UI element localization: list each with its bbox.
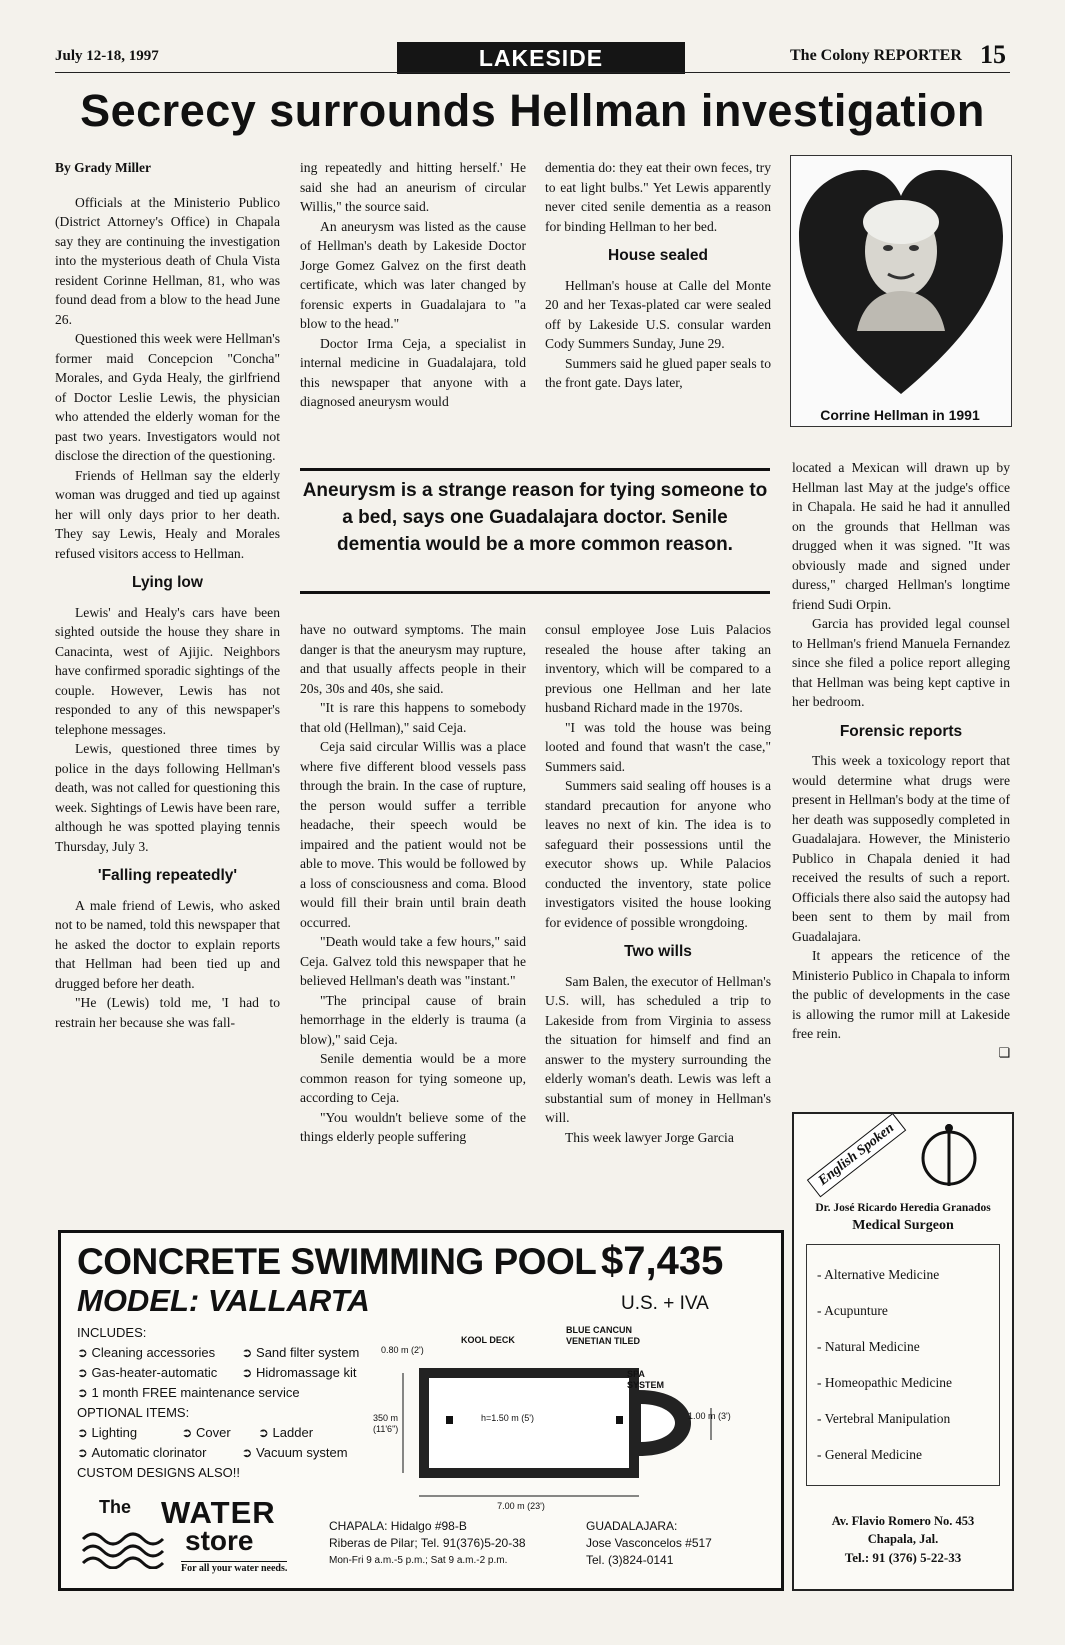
- article-column-3-bottom: [545, 620, 771, 1147]
- diagram-spa-depth: 1.00 m (3'): [688, 1411, 731, 1421]
- caduceus-icon: [914, 1120, 984, 1190]
- water-store-logo: [81, 1495, 321, 1580]
- includes-label: INCLUDES:: [77, 1325, 147, 1340]
- paragraph: consul employee Jose Luis Palacios resealed the house after taking an inventory, which will be compared to a previous one Hellman and her late husband Richard made in the 1970s.: [545, 622, 771, 715]
- photo-caption: Corrine Hellman in 1991: [820, 407, 980, 423]
- paragraph: Sam Balen, the executor of Hellman's U.S. will, has scheduled a trip to Lakeside from from Virginia to assess the situation for himself and find an answer to the mystery surrounding the elderly woman's death. Lewis was left a substantial sum of money in Hellman's will.: [545, 973, 771, 1125]
- paragraph: located a Mexican will drawn up by Hellman last May at the judge's office in Chapala. He said he had it annulled on the grounds that Hellman was drugged when it was signed. "It was obviously made and signed under duress," charged Hellman's longtime friend Sudi Orpin.: [792, 460, 1010, 612]
- chapala-address: CHAPALA: Hidalgo #98-B: [329, 1519, 467, 1533]
- include-item: Cleaning accessories: [91, 1345, 216, 1360]
- paragraph: ing repeatedly and hitting herself.' He said she had an aneurism of circular Willis," the source said.: [300, 160, 526, 214]
- paragraph: This week lawyer Jorge Garcia: [565, 1129, 734, 1145]
- pool-marker: [616, 1416, 623, 1424]
- optional-item: Lighting: [91, 1425, 138, 1440]
- subhead-two-wills: Two wills: [624, 943, 692, 960]
- includes-row: [77, 1343, 407, 1363]
- paragraph: "I was told the house was being looted and found that wasn't the case," Summers said.: [545, 719, 771, 774]
- logo-store: store: [185, 1525, 254, 1556]
- includes-row: [77, 1363, 407, 1383]
- heart-portrait: [791, 156, 1011, 404]
- guadalajara-contact: [586, 1518, 712, 1569]
- doctor-phone: Tel.: 91 (376) 5-22-33: [844, 1550, 962, 1565]
- headline: Secrecy surrounds Hellman investigation: [80, 85, 985, 136]
- pool-water: [429, 1378, 629, 1468]
- arrow-icon: ➲: [181, 1425, 197, 1440]
- paragraph: "He (Lewis) told me, 'I had to restrain her because she was fall-: [55, 995, 280, 1030]
- paragraph: "The principal cause of brain hemorrhage in the elderly is trauma (a blow)," said Ceja.: [300, 992, 526, 1047]
- diagram-spa: SPA SYSTEM: [627, 1369, 665, 1390]
- english-spoken-badge: English Spoken: [807, 1113, 907, 1198]
- pull-quote-text: Aneurysm is a strange reason for tying someone to a bed, says one Guadalajara doctor. Senile dementia would be a more common reason.: [302, 480, 768, 555]
- article-column-4: [792, 458, 1010, 1063]
- optional-item: Automatic clorinator: [91, 1445, 207, 1460]
- paragraph: Friends of Hellman say the elderly woman was drugged and tied up against her will only days prior to her death. They say Lewis, Healy and Morales refused visitors access to Hellman.: [55, 467, 280, 561]
- chapala-phone: Riberas de Pilar; Tel. 91(376)5-20-38: [329, 1536, 526, 1550]
- paragraph: Lewis' and Healy's cars have been sighted outside the house they share in Canacinta, west of Ajijic. Neighbors have confirmed sporadic sightings of the couple. However, Lewis has not responded to any of this newspaper's telephone messages.: [55, 604, 280, 737]
- logo-the: The: [99, 1497, 132, 1517]
- paragraph: "You wouldn't believe some of the things elderly people suffering: [300, 1109, 526, 1144]
- arrow-icon: ➲: [241, 1345, 257, 1360]
- optional-item: Vacuum system: [256, 1445, 348, 1460]
- pool-marker: [446, 1416, 453, 1424]
- subhead-lying-low: Lying low: [132, 574, 203, 591]
- includes-row: [77, 1383, 407, 1403]
- issue-date: July 12-18, 1997: [55, 48, 159, 64]
- paragraph: It appears the reticence of the Ministerio Publico in Chapala to inform the public of developments in the case is allowing the rumor mill at Lakeside free rein.: [792, 948, 1010, 1041]
- doctor-city: Chapala, Jal.: [867, 1532, 939, 1546]
- subhead-forensic-reports: Forensic reports: [839, 722, 963, 740]
- include-item: Sand filter system: [256, 1345, 360, 1360]
- article-column-2-bottom: [300, 620, 526, 1147]
- page-number: 15: [980, 40, 1006, 69]
- arrow-icon: ➲: [77, 1425, 92, 1440]
- doctor-title: Medical Surgeon: [852, 1218, 954, 1233]
- portrait-eye: [909, 245, 919, 251]
- diagram-depth: h=1.50 m (5'): [481, 1413, 534, 1423]
- paper-name: The Colony REPORTER: [790, 47, 962, 64]
- arrow-icon: ➲: [241, 1445, 257, 1460]
- paragraph: An aneurysm was listed as the cause of Hellman's death by Lakeside Doctor Jorge Gomez Galvez on the first death certificate, which was later changed by forensic experts in Guadalajara to "a blow to the head.": [300, 218, 526, 331]
- paragraph: Doctor Irma Ceja, a specialist in internal medicine in Guadalajara, told this newspaper that anyone with a diagnosed aneurysm would: [300, 335, 526, 409]
- service-natural: - Natural Medicine: [817, 1339, 920, 1354]
- paragraph: A male friend of Lewis, who asked not to be named, told this newspaper that he asked the doctor to explain reports that Hellman had been tied up and drugged before her death.: [55, 897, 280, 991]
- arrow-icon: ➲: [241, 1365, 257, 1380]
- include-item: Gas-heater-automatic: [91, 1365, 218, 1380]
- pool-advertisement: [58, 1230, 784, 1591]
- gdl-phone: Tel. (3)824-0141: [586, 1553, 674, 1567]
- gdl-label: GUADALAJARA:: [586, 1519, 678, 1533]
- chapala-hours: Mon-Fri 9 a.m.-5 p.m.; Sat 9 a.m.-2 p.m.: [329, 1555, 508, 1566]
- doctor-name: Dr. José Ricardo Heredia Granados: [815, 1202, 991, 1214]
- service-general: - General Medicine: [817, 1447, 922, 1462]
- arrow-icon: ➲: [77, 1445, 92, 1460]
- paragraph: Questioned this week were Hellman's former maid Concepcion "Concha" Morales, and Gyda Healy, the girlfriend of Doctor Leslie Lewis, the physician who attended the elderly woman for the past two years. Investigators would not disclose the direction of the questioning.: [55, 331, 280, 463]
- diagram-width: 350 m (11'6"): [373, 1413, 399, 1434]
- article-column-1: [55, 158, 280, 1032]
- service-vertebral: - Vertebral Manipulation: [817, 1411, 951, 1426]
- doctor-advertisement: [792, 1112, 1014, 1591]
- paragraph: Summers said he glued paper seals to the front gate. Days later,: [545, 355, 771, 390]
- subhead-falling-repeatedly: 'Falling repeatedly': [97, 867, 238, 884]
- doctor-address: Av. Flavio Romero No. 453: [831, 1514, 975, 1528]
- paragraph: "It is rare this happens to somebody that old (Hellman)," said Ceja.: [300, 700, 526, 735]
- paragraph: Lewis, questioned three times by police in the days following Hellman's death, was not called for questioning this week. Sightings of Lewis have been rare, although he was spotted playing tennis Thursday, July 3.: [55, 741, 280, 854]
- byline: By Grady Miller: [55, 160, 151, 175]
- diagram-deck-size: 0.80 m (2'): [381, 1345, 424, 1355]
- paragraph: Senile dementia would be a more common reason for tying someone up, according to Ceja.: [300, 1051, 526, 1105]
- portrait-eye: [883, 245, 893, 251]
- article-column-3-top: [545, 158, 771, 393]
- arrow-icon: ➲: [258, 1425, 273, 1440]
- service-acupunture: - Acupunture: [817, 1303, 888, 1318]
- include-item: Hidromassage kit: [256, 1365, 357, 1380]
- diagram-length: 7.00 m (23'): [497, 1501, 545, 1511]
- paragraph: have no outward symptoms. The main danger is that the aneurysm may rupture, and that usually affects people in their 20s, 30s and 40s, she said.: [300, 622, 526, 696]
- paragraph: Officials at the Ministerio Publico (District Attorney's Office) in Chapala say they are continuing the investigation into the mysterious death of Chula Vista resident Corinne Hellman, 81, who was found dead from a blow to the head June 26.: [55, 194, 280, 327]
- paragraph: Summers said sealing off houses is a standard precaution for anyone who leaves no next of kin. The idea is to safeguard their possessions until the executor shows up. While Palacios conducted the inventory, state police investigators visited the house looking for evidence of possible wrongdoing.: [545, 778, 771, 930]
- paragraph: dementia do: they eat their own feces, try to eat light bulbs." Yet Lewis apparently never cited senile dementia as a reason for binding Hellman to her bed.: [545, 160, 771, 234]
- include-item: 1 month FREE maintenance service: [91, 1385, 300, 1400]
- pull-quote: [300, 468, 770, 594]
- diagram-blue-cancun: BLUE CANCUN VENETIAN TILED: [566, 1325, 641, 1346]
- logo-water: WATER: [161, 1495, 276, 1530]
- chapala-contact: [329, 1518, 526, 1569]
- diagram-kool-deck: KOOL DECK: [461, 1335, 515, 1345]
- ad-currency: U.S. + IVA: [621, 1293, 709, 1314]
- waves-icon: [81, 1529, 181, 1569]
- optional-item: Ladder: [272, 1425, 314, 1440]
- custom-designs: CUSTOM DESIGNS ALSO!!: [77, 1465, 241, 1480]
- optional-row: [77, 1443, 407, 1463]
- service-alternative: - Alternative Medicine: [817, 1267, 940, 1282]
- arrow-icon: ➲: [77, 1385, 92, 1400]
- arrow-icon: ➲: [77, 1345, 92, 1360]
- service-item: [807, 1245, 999, 1473]
- section-banner: LAKESIDE: [397, 42, 685, 74]
- paragraph: Garcia has provided legal counsel to Hellman's friend Manuela Fernandez since she filed a police report alleging that Hellman was being kept captive in her bedroom.: [792, 616, 1010, 709]
- paragraph: "Death would take a few hours," said Ceja. Galvez told this newspaper that he believed Hellman's death was "instant.": [300, 934, 526, 988]
- paragraph: Ceja said circular Willis was a place where five different blood vessels pass through the brain. In the case of rupture, the person would suffer a terrible headache, their speech would be impaired and the patient would not be able to move. This would be followed by a loss of consciousness and coma. Blood would fill their brain until brain death occurred.: [300, 739, 526, 930]
- arrow-icon: ➲: [77, 1365, 92, 1380]
- article-column-2-top: [300, 158, 526, 412]
- end-mark-icon: ❏: [998, 1045, 1010, 1061]
- masthead-rule: [55, 72, 1010, 73]
- optional-row: [77, 1423, 407, 1443]
- ad-options: [77, 1323, 407, 1483]
- ad-price: $7,435: [601, 1239, 724, 1283]
- paragraph: This week a toxicology report that would determine what drugs were present in Hellman's body at the time of her death was supposedly completed in Guadalajara. However, the Ministerio Publico in Chapala denied it had received the results of such a report. Officials there also said the autopsy had been sent to them by mail from Guadalajara.: [792, 753, 1010, 944]
- optional-item: Cover: [196, 1425, 231, 1440]
- service-homeopathic: - Homeopathic Medicine: [817, 1375, 952, 1390]
- portrait-hair: [863, 200, 939, 244]
- ad-model: MODEL: VALLARTA: [77, 1283, 370, 1318]
- logo-tagline: For all your water needs.: [181, 1563, 288, 1574]
- services-box: [806, 1244, 1000, 1486]
- subhead-house-sealed: House sealed: [608, 247, 708, 264]
- paragraph: Hellman's house at Calle del Monte 20 and her Texas-plated car were sealed off by Lakeside U.S. consular warden Cody Summers Sunday, June 29.: [545, 277, 771, 351]
- ad-title: CONCRETE SWIMMING POOL: [77, 1241, 597, 1282]
- gdl-address: Jose Vasconcelos #517: [586, 1536, 712, 1550]
- photo-frame: [790, 155, 1012, 427]
- optional-label: OPTIONAL ITEMS:: [77, 1405, 190, 1420]
